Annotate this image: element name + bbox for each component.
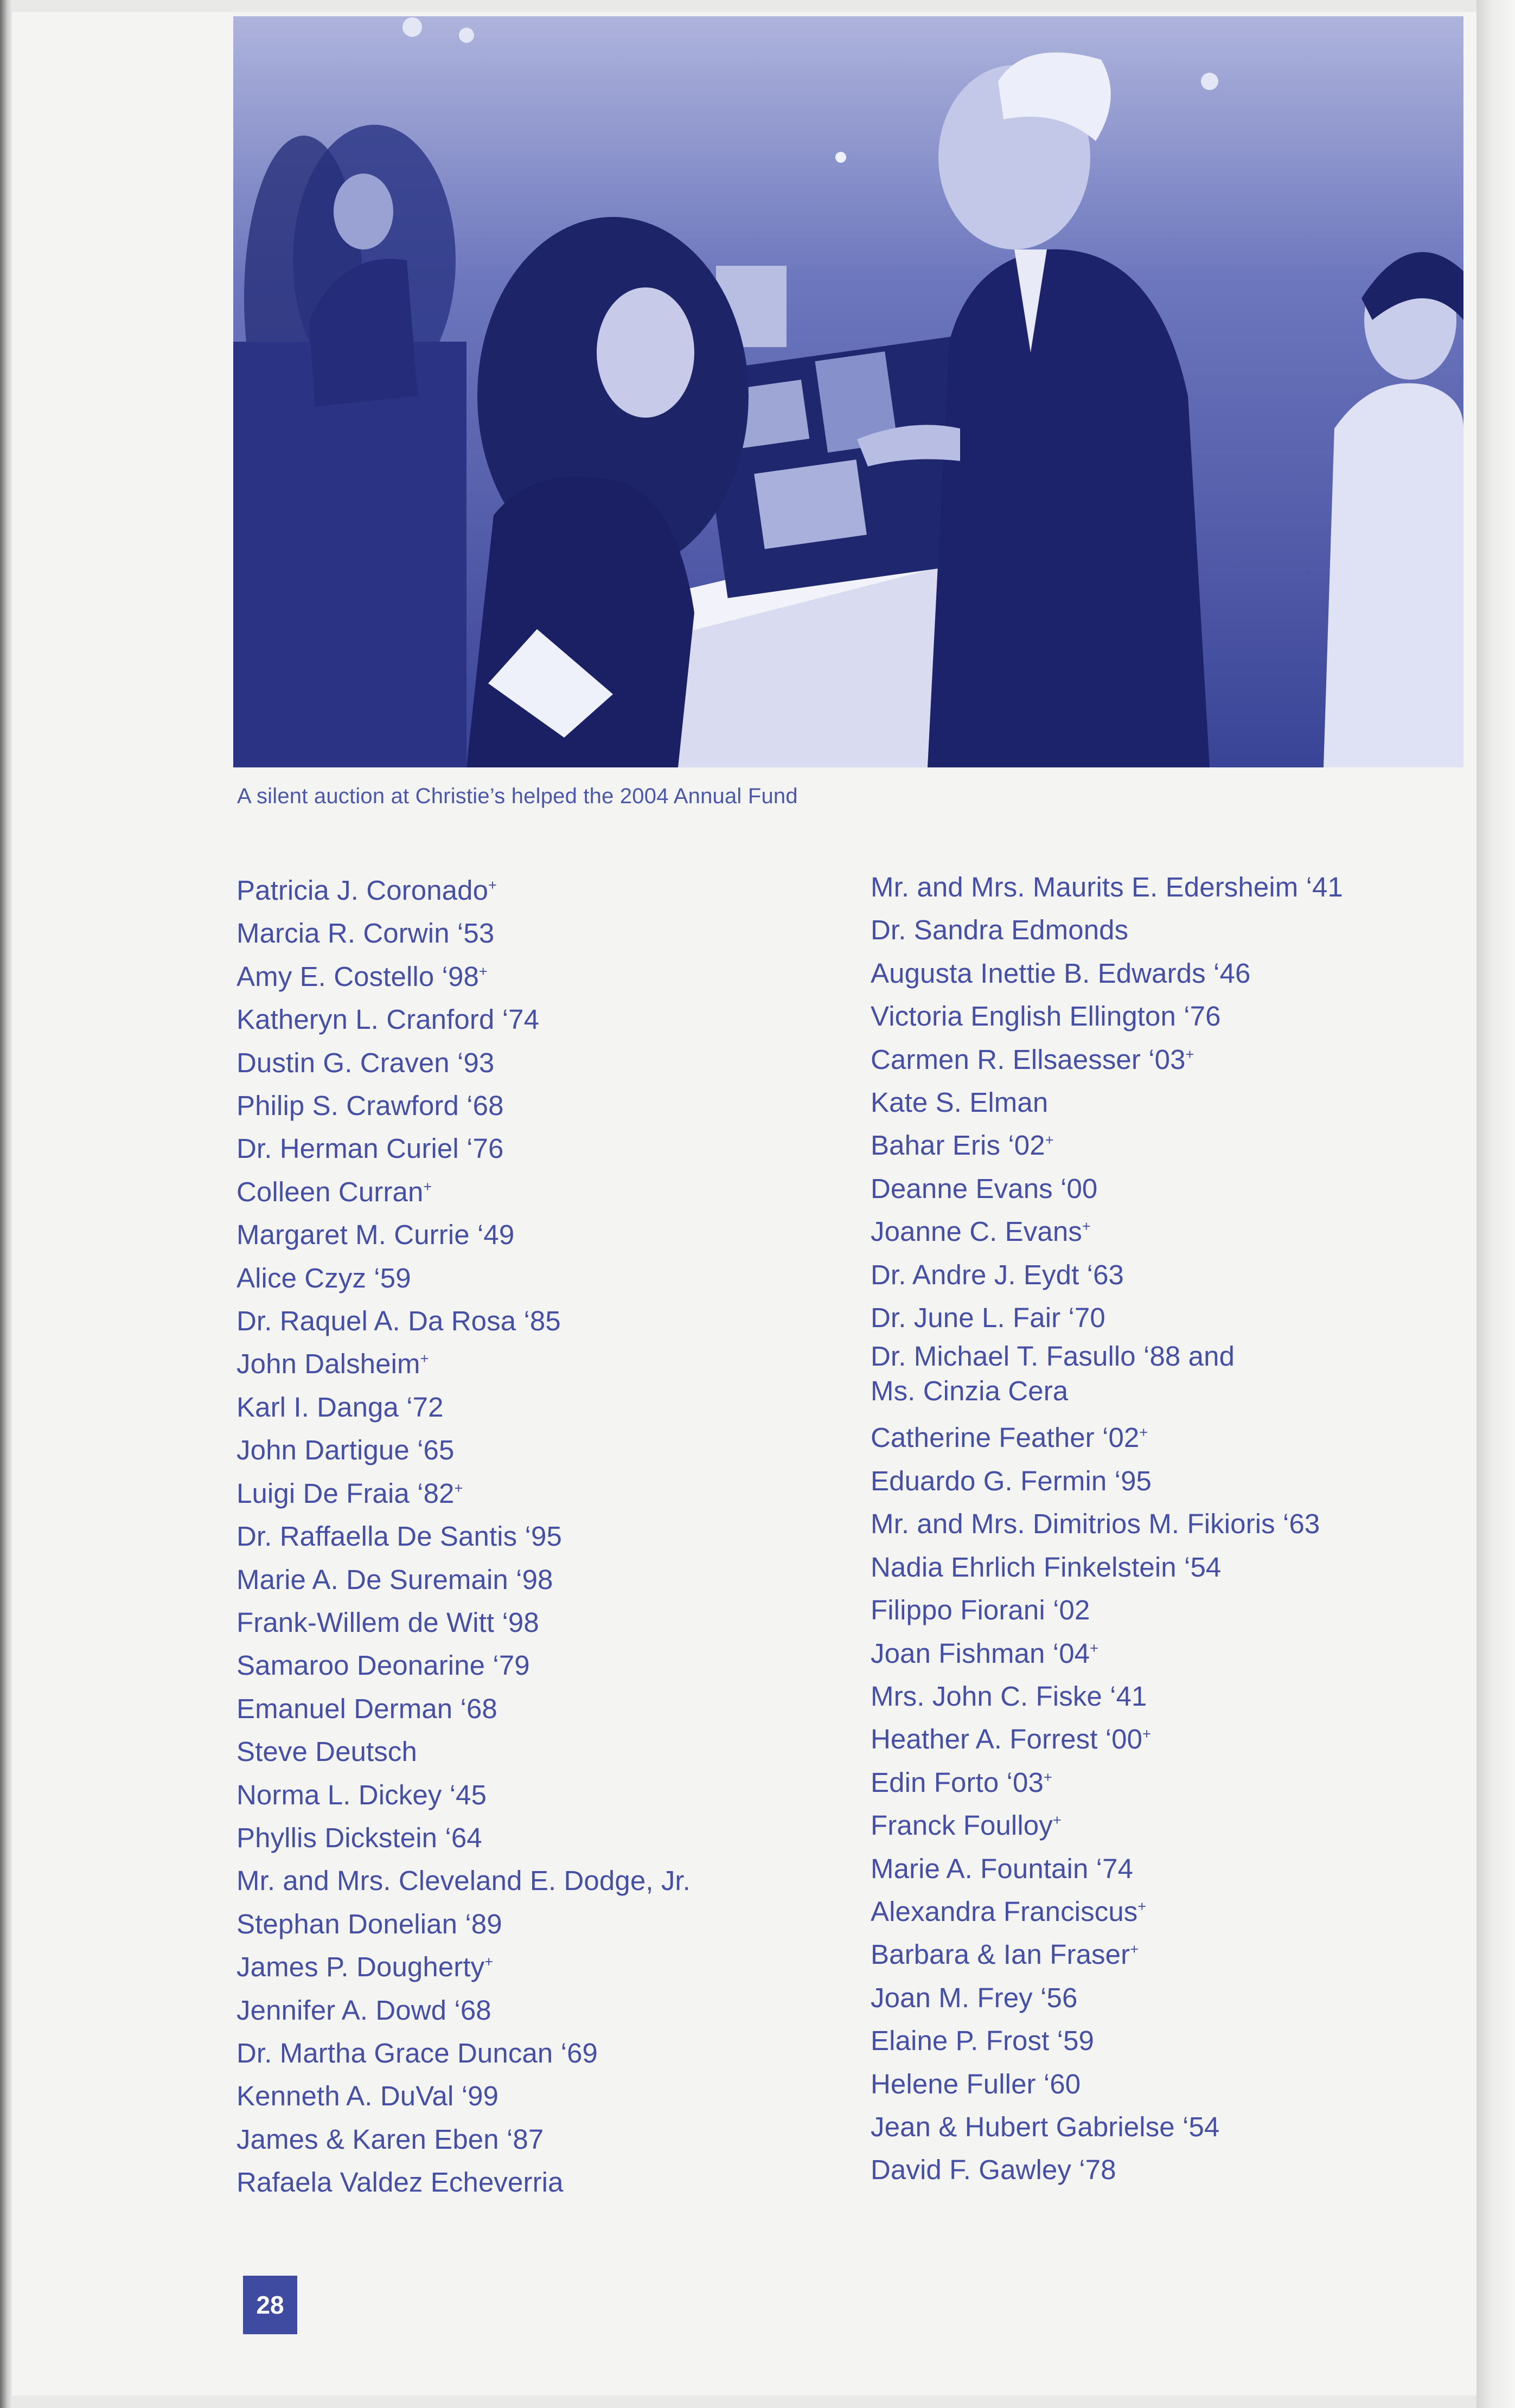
donor-entry	[871, 1081, 1467, 1124]
photo-auction-icon	[233, 16, 1463, 767]
donor-name: Steve Deutsch	[236, 1736, 417, 1767]
donor-name: Dr. Michael T. Fasullo ‘88 and	[871, 1341, 1235, 1372]
donor-name: Katheryn L. Cranford ‘74	[236, 1004, 540, 1035]
donor-entry	[236, 1429, 849, 1471]
donor-marker: +	[1130, 1941, 1139, 1958]
donor-entry	[871, 1253, 1467, 1296]
donor-entry	[236, 1127, 849, 1170]
donor-entry	[236, 1299, 849, 1342]
donor-name: Phyllis Dickstein ‘64	[236, 1822, 482, 1853]
donor-entry	[236, 1903, 849, 1945]
donor-entry	[236, 1816, 849, 1859]
donor-name: Deanne Evans ‘00	[871, 1173, 1098, 1204]
donor-entry	[236, 1170, 849, 1213]
donor-entry	[871, 1459, 1467, 1502]
donor-entry	[236, 1730, 849, 1773]
donor-marker: +	[478, 963, 488, 979]
donor-entry	[236, 1213, 849, 1256]
donor-name: Dustin G. Craven ‘93	[236, 1047, 495, 1078]
donor-name: Dr. Andre J. Eydt ‘63	[871, 1259, 1124, 1290]
donor-entry	[871, 952, 1467, 995]
donor-entry	[871, 1124, 1467, 1167]
donor-entry	[236, 1041, 849, 1084]
donor-entry	[871, 1718, 1467, 1760]
donor-entry	[871, 2019, 1467, 2062]
donor-name: Mrs. John C. Fiske ‘41	[871, 1680, 1147, 1712]
donor-entry	[871, 1339, 1467, 1416]
donor-name: Emanuel Derman ‘68	[236, 1693, 497, 1724]
donor-marker: +	[1142, 1726, 1151, 1743]
donor-entry	[236, 1687, 849, 1730]
donor-name: Kate S. Elman	[871, 1087, 1049, 1118]
donor-marker: +	[1090, 1640, 1099, 1656]
auction-photo	[233, 16, 1463, 767]
page-edge	[1476, 0, 1515, 2408]
donor-marker: +	[1043, 1769, 1052, 1785]
donor-name: Barbara & Ian Fraser	[871, 1939, 1130, 1970]
donor-name: Colleen Curran	[236, 1176, 424, 1207]
donor-name: Joan Fishman ‘04	[871, 1637, 1090, 1669]
donor-entry	[871, 1675, 1467, 1718]
donor-entry	[236, 2032, 849, 2074]
donor-marker: +	[423, 1178, 432, 1195]
donor-name: Helene Fuller ‘60	[871, 2068, 1081, 2099]
donor-entry	[236, 1859, 849, 1902]
donor-entry	[236, 1558, 849, 1601]
donor-name: Rafaela Valdez Echeverria	[236, 2167, 564, 2198]
donor-entry	[871, 2063, 1467, 2105]
donor-marker: +	[1139, 1424, 1148, 1441]
donor-name: Joanne C. Evans	[871, 1216, 1082, 1247]
donor-name: Dr. Raffaella De Santis ‘95	[236, 1521, 562, 1552]
donor-entry	[236, 2074, 849, 2117]
page-number: 28	[243, 2276, 297, 2334]
donor-entry	[236, 2118, 849, 2161]
donor-entry	[236, 869, 849, 912]
donor-entry	[871, 1890, 1467, 1933]
donor-name: Dr. Martha Grace Duncan ‘69	[236, 2037, 598, 2068]
donor-name: James & Karen Eben ‘87	[236, 2123, 544, 2155]
donor-name: James P. Dougherty	[236, 1951, 485, 1983]
photo-caption: A silent auction at Christie’s helped the 2004 Annual Fund	[237, 784, 798, 808]
donor-name: Philip S. Crawford ‘68	[236, 1090, 504, 1122]
donor-name: Marie A. De Suremain ‘98	[236, 1564, 553, 1595]
donor-entry	[236, 955, 849, 998]
donor-entry	[236, 1084, 849, 1127]
donor-name: Dr. Sandra Edmonds	[871, 914, 1129, 946]
donor-entry	[871, 1933, 1467, 1976]
donor-name: Filippo Fiorani ‘02	[871, 1594, 1090, 1626]
donor-marker: +	[1052, 1812, 1062, 1829]
donor-list-right	[871, 866, 1467, 2192]
donor-name: Norma L. Dickey ‘45	[236, 1779, 487, 1810]
donor-name: Edin Forto ‘03	[871, 1766, 1044, 1798]
donor-marker: +	[1045, 1132, 1054, 1149]
donor-name: Amy E. Costello ‘98	[236, 960, 479, 992]
donor-name: Patricia J. Coronado	[236, 875, 489, 906]
donor-entry	[236, 1773, 849, 1816]
donor-name: Elaine P. Frost ‘59	[871, 2025, 1095, 2057]
donor-entry	[871, 1847, 1467, 1890]
donor-entry	[236, 1257, 849, 1299]
donor-entry	[871, 1761, 1467, 1804]
donor-name: Franck Foulloy	[871, 1810, 1053, 1841]
donor-entry	[871, 1632, 1467, 1675]
donor-name: Karl I. Danga ‘72	[236, 1391, 444, 1423]
donor-name: Heather A. Forrest ‘00	[871, 1724, 1143, 1755]
donor-marker: +	[488, 877, 497, 893]
donor-entry	[871, 908, 1467, 951]
donor-marker: +	[1082, 1218, 1091, 1235]
donor-entry	[871, 1167, 1467, 1210]
donor-entry	[871, 1546, 1467, 1589]
donor-name: Nadia Ehrlich Finkelstein ‘54	[871, 1551, 1222, 1583]
donor-entry	[871, 2105, 1467, 2148]
donor-marker: +	[1137, 1898, 1147, 1914]
donor-name: Kenneth A. DuVal ‘99	[236, 2080, 499, 2112]
donor-entry	[236, 1989, 849, 2032]
donor-entry	[236, 1342, 849, 1385]
donor-name-continued: Ms. Cinzia Cera	[871, 1375, 1069, 1407]
donor-name: John Dalsheim	[236, 1348, 420, 1380]
donor-entry	[871, 1210, 1467, 1253]
donor-entry	[871, 2148, 1467, 2191]
donor-list-left	[236, 869, 849, 2204]
donor-entry	[871, 1976, 1467, 2019]
donor-marker: +	[484, 1954, 494, 1970]
donor-entry	[871, 1416, 1467, 1459]
donor-entry	[236, 1601, 849, 1644]
donor-entry	[236, 2161, 849, 2204]
donor-name: Augusta Inettie B. Edwards ‘46	[871, 957, 1251, 989]
donor-entry	[871, 1804, 1467, 1847]
donor-name: Mr. and Mrs. Dimitrios M. Fikioris ‘63	[871, 1508, 1320, 1540]
donor-marker: +	[454, 1480, 463, 1496]
donor-entry	[236, 1644, 849, 1687]
donor-name: Frank-Willem de Witt ‘98	[236, 1606, 539, 1638]
donor-name: Alice Czyz ‘59	[236, 1262, 411, 1293]
page-spine-shadow	[0, 0, 12, 2408]
donor-entry	[871, 1589, 1467, 1631]
donor-entry	[236, 912, 849, 955]
donor-entry	[236, 1472, 849, 1515]
donor-name: Jean & Hubert Gabrielse ‘54	[871, 2111, 1220, 2142]
donor-name: Marcia R. Corwin ‘53	[236, 918, 495, 949]
donor-entry	[236, 1945, 849, 1988]
donor-name: Mr. and Mrs. Maurits E. Edersheim ‘41	[871, 872, 1343, 902]
donor-name: David F. Gawley ‘78	[871, 2154, 1116, 2186]
donor-entry	[871, 1038, 1467, 1081]
donor-name: Carmen R. Ellsaesser ‘03	[871, 1043, 1186, 1075]
donor-name: Bahar Eris ‘02	[871, 1130, 1045, 1161]
donor-entry	[871, 995, 1467, 1038]
donor-marker: +	[420, 1350, 429, 1367]
donor-name: Joan M. Frey ‘56	[871, 1982, 1078, 2013]
donor-name: Dr. June L. Fair ‘70	[871, 1302, 1105, 1334]
donor-name: Marie A. Fountain ‘74	[871, 1853, 1134, 1884]
donor-name: Dr. Raquel A. Da Rosa ‘85	[236, 1305, 561, 1337]
donor-name: John Dartigue ‘65	[236, 1434, 455, 1466]
donor-name: Jennifer A. Dowd ‘68	[236, 1994, 491, 2026]
donor-entry	[236, 1515, 849, 1558]
donor-entry	[871, 866, 1467, 908]
donor-name: Catherine Feather ‘02	[871, 1422, 1140, 1453]
donor-entry	[871, 1296, 1467, 1339]
donor-entry	[871, 1502, 1467, 1545]
donor-name: Samaroo Deonarine ‘79	[236, 1650, 530, 1681]
donor-marker: +	[1185, 1046, 1194, 1062]
donor-name: Alexandra Franciscus	[871, 1895, 1138, 1927]
donor-name: Luigi De Fraia ‘82	[236, 1477, 455, 1509]
donor-name: Victoria English Ellington ‘76	[871, 1001, 1221, 1032]
donor-name: Eduardo G. Fermin ‘95	[871, 1465, 1152, 1496]
donor-name: Dr. Herman Curiel ‘76	[236, 1133, 504, 1164]
donor-name: Margaret M. Currie ‘49	[236, 1219, 515, 1251]
donor-name: Stephan Donelian ‘89	[236, 1908, 502, 1939]
donor-entry	[236, 998, 849, 1041]
donor-entry	[236, 1386, 849, 1429]
donor-name: Mr. and Mrs. Cleveland E. Dodge, Jr.	[236, 1865, 691, 1897]
